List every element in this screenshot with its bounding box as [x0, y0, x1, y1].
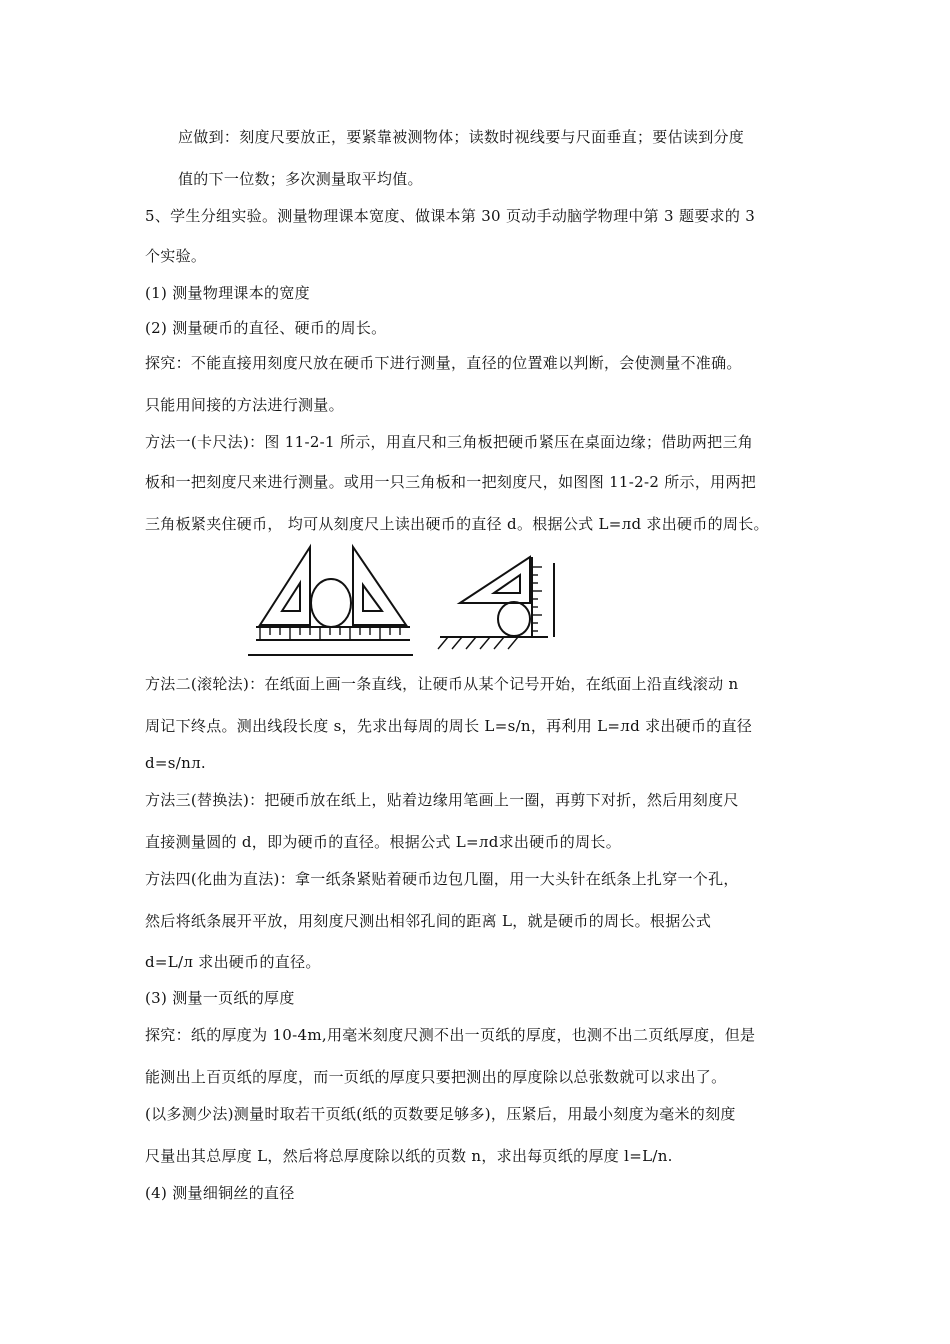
text-line-method3-2: 直接测量圆的 d，即为硬币的直径。根据公式 L=лd求出硬币的周长。 — [145, 833, 622, 851]
table-right — [438, 637, 548, 649]
text-line-step5-2: 个实验。 — [145, 247, 207, 265]
text-line-requirements-1: 应做到：刻度尺要放正，要紧靠被测物体；读数时视线要与尺面垂直；要估读到分度 — [178, 128, 745, 146]
text-line-method1-3: 三角板紧夹住硬币， 均可从刻度尺上读出硬币的直径 d。根据公式 L=лd 求出硬币的周长。 — [145, 515, 769, 533]
set-square-left — [260, 547, 310, 625]
text-line-method4-3: d=L/л 求出硬币的直径。 — [145, 953, 321, 971]
text-line-paper-3: (以多测少法)测量时取若干页纸(纸的页数要足够多)，压紧后，用最小刻度为毫米的刻度 — [145, 1105, 736, 1123]
ruler-left — [248, 627, 413, 655]
coin-measurement-figure — [238, 543, 578, 663]
text-line-method2-2: 周记下终点。测出线段长度 s，先求出每周的周长 L=s/n，再利用 L=лd 求出硬币的直径 — [145, 717, 753, 735]
ruler-vertical — [532, 557, 554, 637]
coin-left — [311, 579, 351, 627]
text-line-method4-2: 然后将纸条展开平放，用刻度尺测出相邻孔间的距离 L，就是硬币的周长。根据公式 — [145, 912, 712, 930]
text-line-method1-2: 板和一把刻度尺来进行测量。或用一只三角板和一把刻度尺，如图图 11-2-2 所示，用两把 — [145, 473, 757, 491]
text-line-paper-4: 尺量出其总厚度 L，然后将总厚度除以纸的页数 n，求出每页纸的厚度 l=L/n. — [145, 1147, 673, 1165]
text-line-method1-1: 方法一(卡尺法)：图 11-2-1 所示，用直尺和三角板把硬币紧压在桌面边缘；借助两把三角 — [145, 433, 754, 451]
text-line-explore-1: 探究：不能直接用刻度尺放在硬币下进行测量，直径的位置难以判断，会使测量不准确。 — [145, 354, 742, 372]
text-line-item1: (1) 测量物理课本的宽度 — [145, 284, 310, 302]
text-line-method2-1: 方法二(滚轮法)：在纸面上画一条直线，让硬币从某个记号开始，在纸面上沿直线滚动 n — [145, 675, 739, 693]
text-line-method2-3: d=s/nл. — [145, 754, 206, 772]
coin-right — [498, 602, 530, 636]
text-line-step5-1: 5、学生分组实验。测量物理课本宽度、做课本第 30 页动手动脑学物理中第 3 题要求的 3 — [145, 207, 756, 225]
text-line-method4-1: 方法四(化曲为直法)：拿一纸条紧贴着硬币边包几圈，用一大头针在纸条上扎穿一个孔， — [145, 870, 739, 888]
text-line-paper-2: 能测出上百页纸的厚度，而一页纸的厚度只要把测出的厚度除以总张数就可以求出了。 — [145, 1068, 727, 1086]
text-line-method3-1: 方法三(替换法)：把硬币放在纸上，贴着边缘用笔画上一圈，再剪下对折，然后用刻度尺 — [145, 791, 739, 809]
text-line-explore-2: 只能用间接的方法进行测量。 — [145, 396, 344, 414]
text-line-item3: (3) 测量一页纸的厚度 — [145, 989, 295, 1007]
set-square-right — [353, 547, 406, 625]
text-line-item2: (2) 测量硬币的直径、硬币的周长。 — [145, 319, 387, 337]
text-line-item4: (4) 测量细铜丝的直径 — [145, 1184, 295, 1202]
text-line-paper-1: 探究：纸的厚度为 10-4m,用毫米刻度尺测不出一页纸的厚度，也测不出二页纸厚度，但是 — [145, 1026, 756, 1044]
set-square-top — [460, 557, 530, 603]
text-line-requirements-2: 值的下一位数；多次测量取平均值。 — [178, 170, 423, 188]
